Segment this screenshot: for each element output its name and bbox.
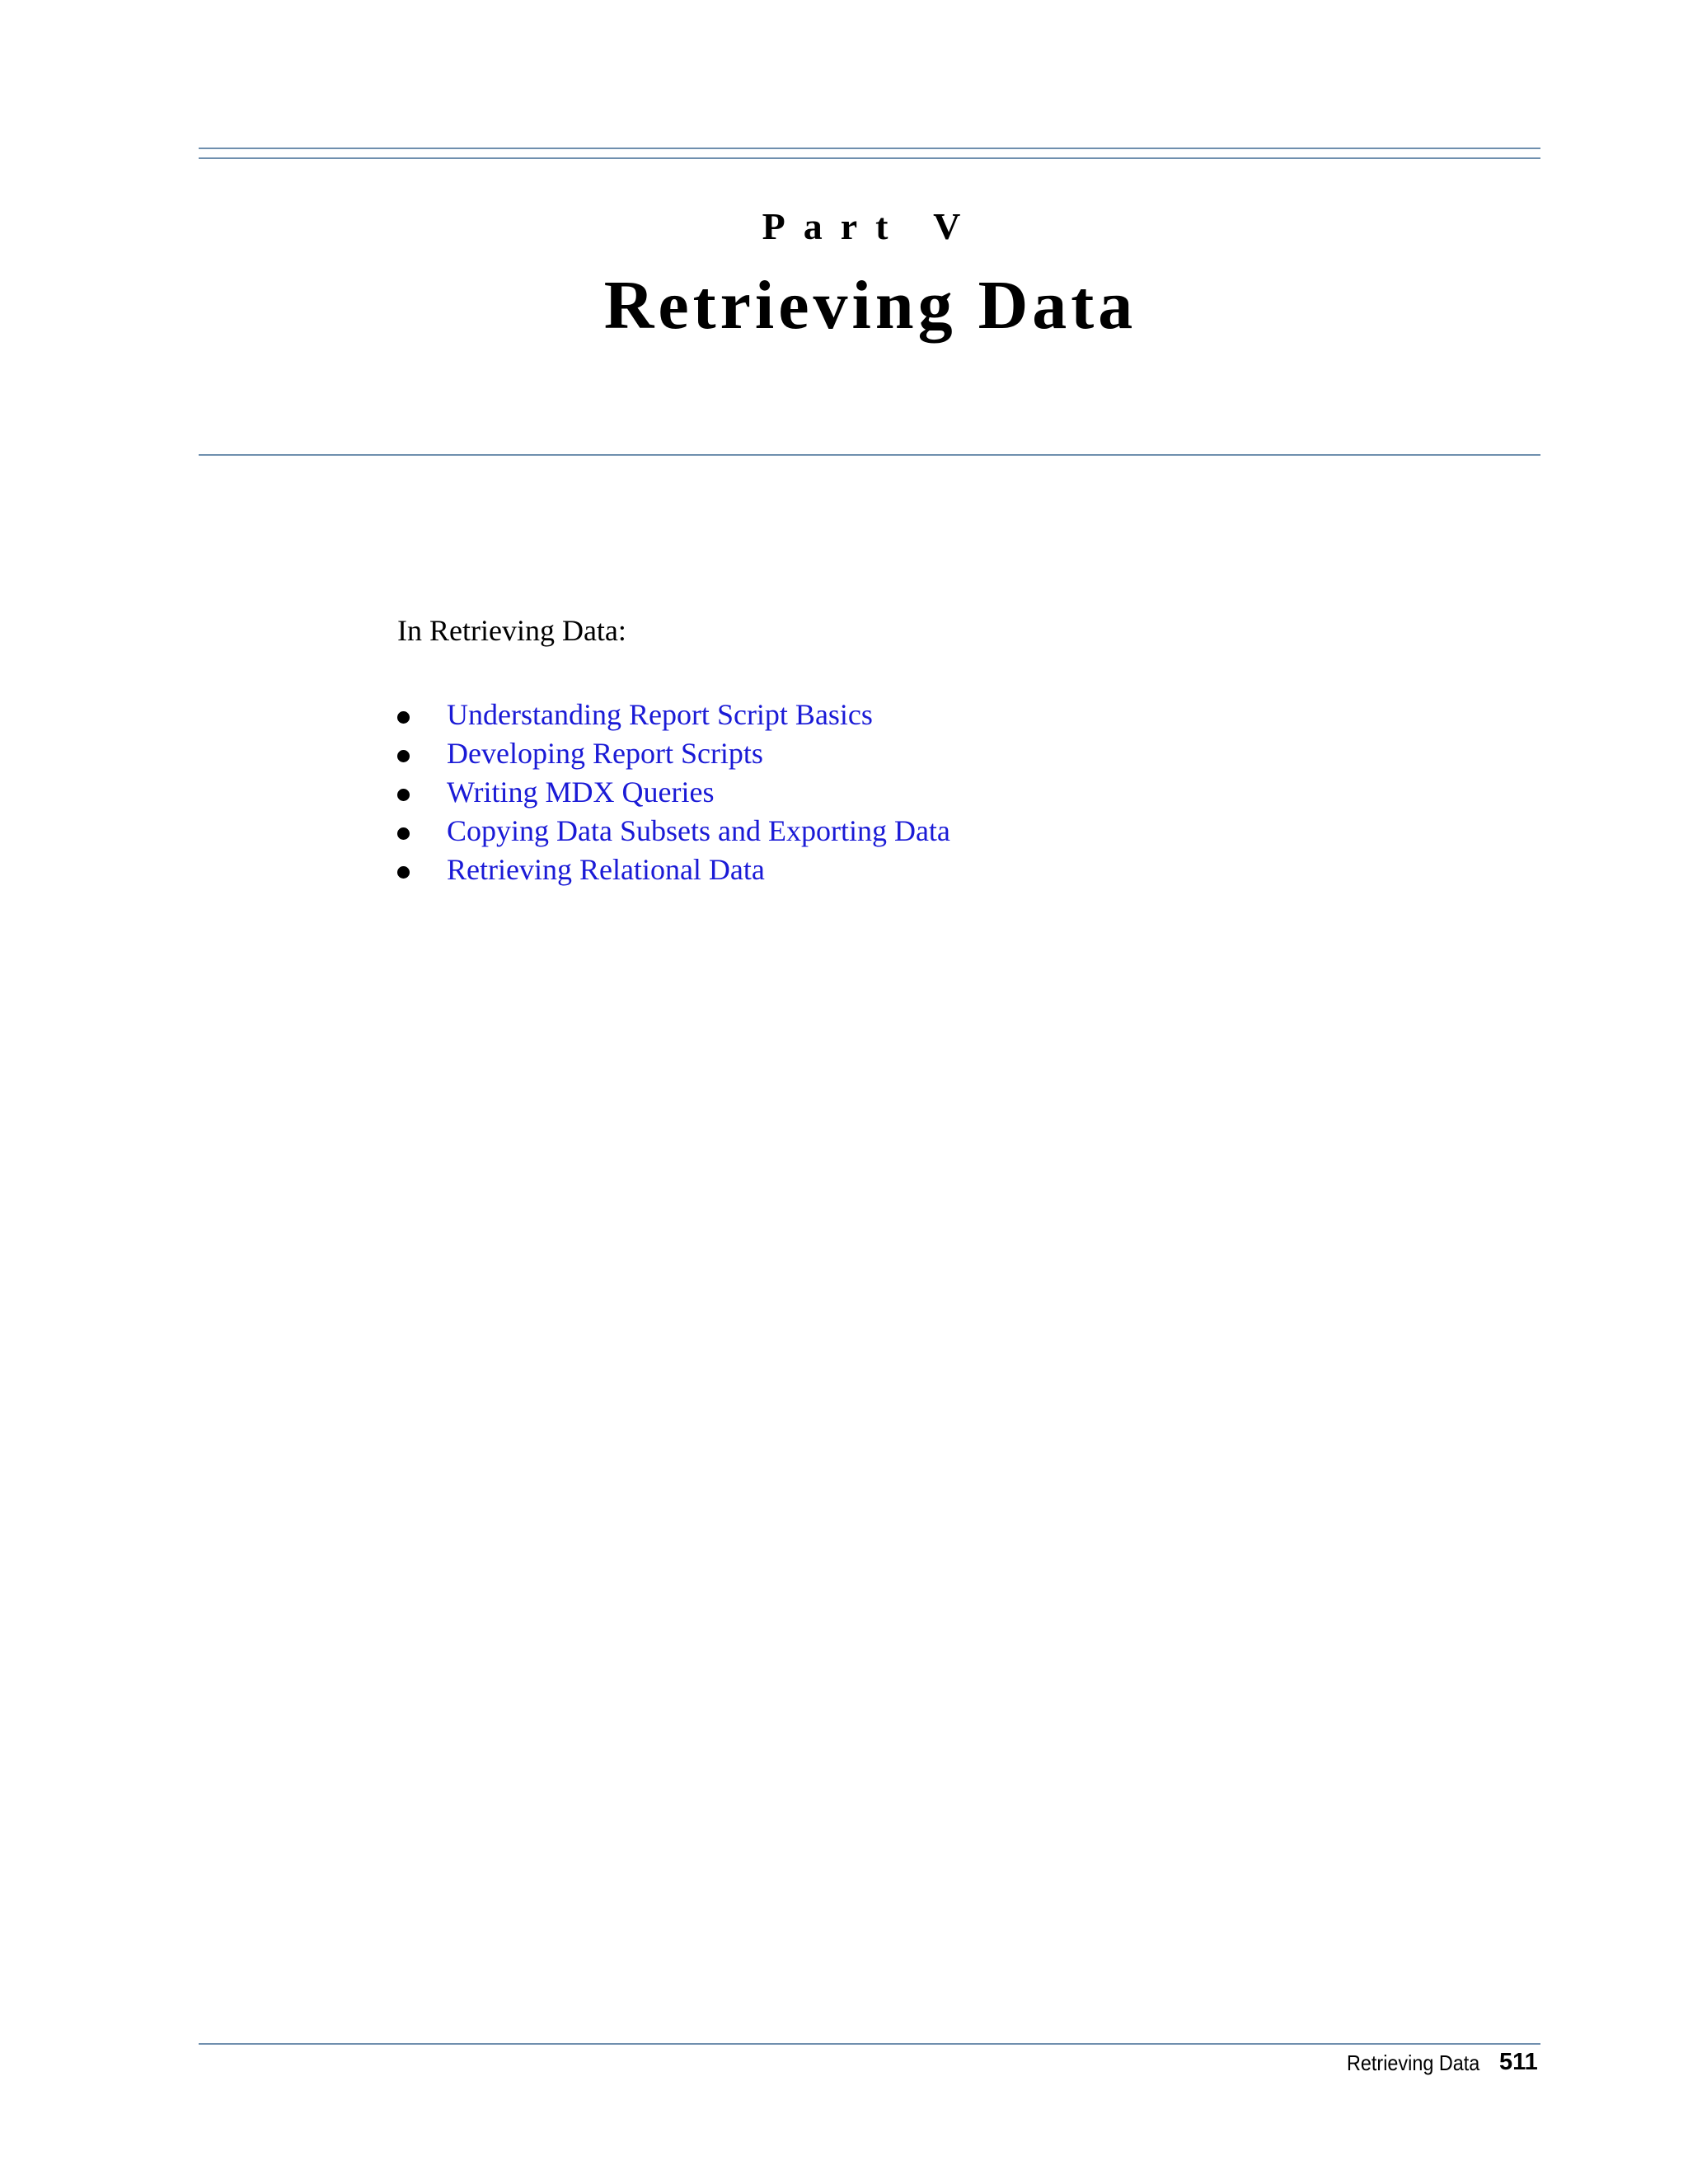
footer-title: Retrieving Data [1347,2050,1480,2075]
intro-text: In Retrieving Data: [397,614,626,647]
top-rule-second [199,157,1540,159]
toc-link-report-script-basics[interactable]: Understanding Report Script Basics [447,698,873,731]
toc-link-writing-mdx-queries[interactable]: Writing MDX Queries [447,776,715,808]
page-number: 511 [1499,2049,1538,2075]
section-divider [199,454,1540,456]
part-title: Retrieving Data [603,267,1137,344]
toc-link-copying-data-subsets[interactable]: Copying Data Subsets and Exporting Data [447,814,950,847]
bullet-icon [397,711,410,724]
toc-link-retrieving-relational-data[interactable]: Retrieving Relational Data [447,853,765,886]
part-label: Part V [762,205,979,247]
top-rule [199,148,1540,149]
bullet-icon [397,750,410,762]
bullet-icon [397,827,410,840]
toc-link-developing-report-scripts[interactable]: Developing Report Scripts [447,737,763,770]
bullet-icon [397,789,410,801]
footer-rule [199,2043,1540,2045]
bullet-icon [397,866,410,879]
